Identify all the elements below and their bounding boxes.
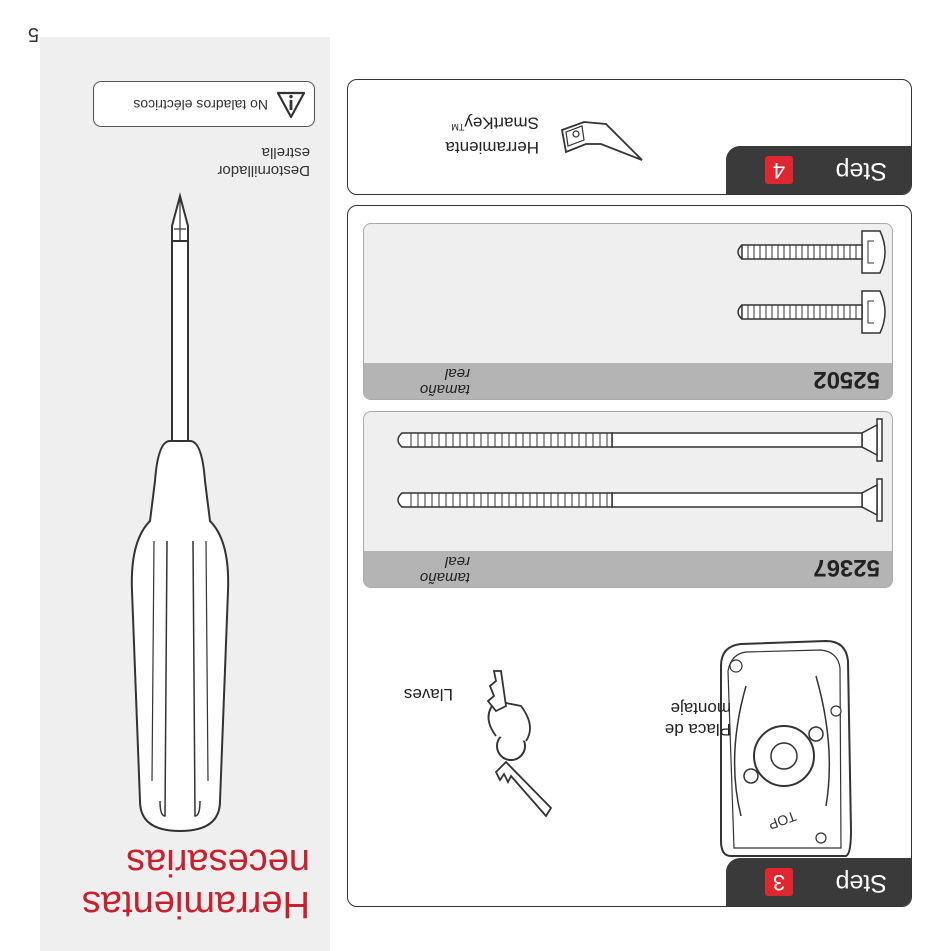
mounting-plate-label-line2: montaje <box>670 699 731 718</box>
keys-label: Llaves <box>403 685 453 704</box>
screwdriver-label <box>50 143 310 179</box>
smartkey-tool-label-line2 <box>445 112 539 137</box>
smartkey-name: SmartKey <box>464 113 539 133</box>
part-52367-code: 52367 <box>813 554 880 581</box>
mounting-plate-mark: TOP <box>766 808 799 833</box>
part-52367-size-line1: tamaño <box>419 569 470 586</box>
tools-title <box>50 841 310 925</box>
smartkey-tool-label-line1: Herramienta <box>445 138 539 157</box>
part-52502-size-line1: tamaño <box>419 381 470 398</box>
step3-card <box>347 205 912 907</box>
warning-box <box>93 81 315 127</box>
warning-text: No taladros eléctricos <box>133 97 268 113</box>
step4-number: 4 <box>765 156 793 184</box>
part-52502-size <box>382 365 470 397</box>
part-52502-size-line2: real <box>444 365 470 382</box>
step3-number: 3 <box>765 868 793 896</box>
step4-word: Step <box>835 157 887 185</box>
smartkey-tool-label <box>445 112 539 158</box>
tools-panel <box>40 37 330 951</box>
tools-title-line2: necesarias <box>126 841 310 883</box>
part-52367-size <box>382 553 470 585</box>
warning-triangle-icon <box>276 91 306 119</box>
mounting-plate-icon <box>711 636 856 866</box>
mounting-plate-label-line1: Placa de <box>664 720 731 739</box>
part-52367-size-line2: real <box>444 553 470 570</box>
part-52367 <box>363 411 893 588</box>
step4-card <box>347 79 912 195</box>
step4-tab <box>726 146 911 194</box>
part-52367-bar <box>364 551 892 587</box>
part-52502-code: 52502 <box>813 366 880 393</box>
smartkey-tool-icon <box>556 112 646 170</box>
tools-title-line1: Herramientas <box>81 883 310 925</box>
phillips-screwdriver-icon <box>110 191 250 841</box>
long-screw-icon <box>364 412 892 551</box>
step3-word: Step <box>835 869 887 897</box>
keys-icon <box>446 666 566 846</box>
part-52502-bar <box>364 363 892 399</box>
smartkey-tm: TM <box>451 122 465 132</box>
mounting-plate-label <box>665 698 731 740</box>
page-number: 5 <box>27 23 39 45</box>
screwdriver-label-line2: estrella <box>261 144 310 161</box>
short-screw-icon <box>364 224 892 363</box>
screwdriver-label-line1: Destornillador <box>217 162 310 179</box>
part-52502 <box>363 223 893 400</box>
